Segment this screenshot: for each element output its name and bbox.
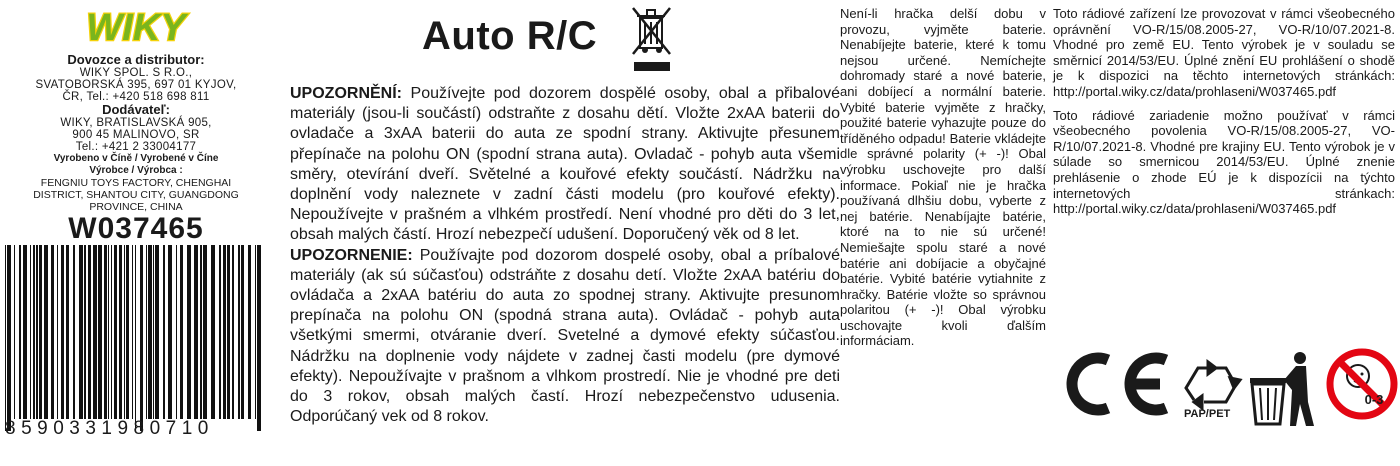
importer-address: SVATOBORSKÁ 395, 697 01 KYJOV, — [35, 79, 237, 91]
importer-address2: ČR, Tel.: +420 518 698 811 — [62, 91, 210, 103]
warning-sk — [290, 246, 840, 428]
ean-number: 8590331980710 — [5, 418, 214, 439]
importer-heading: Dovozce a distributor: — [67, 52, 205, 67]
importer-column — [0, 0, 272, 439]
brand-text: WIKY — [86, 7, 186, 48]
manufacturer-line1: FENGNIU TOYS FACTORY, CHENGHAI — [40, 177, 232, 189]
age-warning-icon — [1330, 352, 1394, 416]
supplier-address: 900 45 MALINOVO, SR — [72, 129, 200, 141]
warning-cz-text: Používejte pod dozorem dospělé osoby, obal a přibalové materiály (jsou-li součástí) odstraňte z dosahu dětí. Vložte 2xAA baterii do ovladače a 3xAA baterii do auta ze spodní strany. Aktivujte přesunem přepínače na polohu ON (spodní strana auta). Ovladač - pohyb auta všemi směry, otevírání dveří. Světelné a kouřové efekty součástí. Nádržku na doplnění vody naleznete v zadní části modelu (pro kouřové efekty). Nepoužívejte v prašném a vlhkém prostředí. Není vhodné pro děti do 3 let, obsah malých částí. Hrozí nebezpečí udušení. Doporučený věk od 8 let. — [290, 85, 840, 244]
barcode — [5, 245, 267, 439]
recycle-pap-pet-icon — [1186, 362, 1240, 408]
product-code: W037465 — [68, 212, 204, 245]
product-title: Auto R/C — [422, 14, 598, 58]
warning-sk-text: Používajte pod dozorom dospelé osoby, obal a príbalové materiály (ak sú súčasťou) odstráňte z dosahu detí. Vložte 2xAA batériu do ovládača a 2xAA batériu do auta zo spodnej strany. Aktivujte presunom prepínača na polohu ON (spodná strana auta). Ovládač - pohyb auta všetkými smermi, otváranie dverí. Svetelné a dymové efekty súčasťou. Nádržku na doplnenie vody nájdete v zadnej časti modelu (pre dymové efekty). Nepoužívajte v prašnom a vlhkom prostredí. Nie je vhodné pre deti do 3 rokov, obsah malých častí. Hrozí nebezpečenstvo udusenia. Odporúčaný vek od 8 rokov. — [290, 246, 840, 426]
wiky-logo — [76, 4, 196, 48]
manufacturer-heading: Výrobce / Výrobca : — [89, 165, 183, 176]
warning-sk-label: UPOZORNENIE: — [290, 246, 413, 264]
warning-cz-label: UPOZORNĚNÍ: — [290, 85, 402, 102]
age-label: 0-3 — [1364, 392, 1384, 407]
declaration-cz: Toto rádiové zařízení lze provozovat v rámci všeobecného oprávnění VO-R/15/08.2005-27, VO-R/10/07.2021-8. Vhodné pro země EU. Tento výrobek je v souladu se směrnicí 2014/53/EU. Úplné znění EU prohlášení o shodě je k dispozici na těchto internetových stránkách: http://portal.wiky.cz/data/prohlaseni/W037465.pdf — [1053, 6, 1395, 99]
made-in: Vyrobeno v Číně / Vyrobené v Číne — [53, 153, 219, 164]
warning-column — [288, 0, 840, 427]
declaration-sk: Toto rádiové zariadenie možno používať v rámci všeobecného povolenia VO-R/15/08.2005-27, VO-R/10/07.2021-8. Vhodné pre krajiny EU. Tento výrobok je v súlade so smernicou 2014/53/EU. Úplné znenie prehlásenie o zhode EÚ je k dispozícii na týchto internetových stránkach: http://portal.wiky.cz/data/prohlaseni/W037465.pdf — [1053, 107, 1395, 217]
ce-mark-icon — [1072, 358, 1166, 410]
manufacturer-line3: PROVINCE, CHINA — [89, 201, 183, 213]
barcode-bars — [5, 245, 267, 419]
supplier-tel: Tel.: +421 2 33004177 — [75, 141, 197, 153]
barcode-bar — [261, 245, 264, 419]
manufacturer-line2: DISTRICT, SHANTOU CITY, GUANGDONG — [33, 189, 239, 201]
recycle-label: PAP/PET — [1184, 408, 1231, 420]
declaration-column — [1053, 6, 1395, 225]
supplier-heading: Dodávateľ: — [102, 102, 170, 117]
tidyman-icon — [1250, 352, 1314, 426]
warning-cz — [290, 84, 840, 246]
supplier-company: WIKY, BRATISLAVSKÁ 905, — [60, 117, 212, 129]
weee-crossed-bin-icon — [628, 4, 676, 78]
battery-text: Není-li hračka delší dobu v provozu, vyjměte baterie. Nenabíjejte baterie, které k tomu nejsou určené. Nemíchejte dohromady staré a nové baterie, ani dobíjecí a normální baterie. Vybité baterie vyjměte z hračky, použité baterie vyhazujte pouze do tříděného odpadu! Baterie vkládejte dle správné polarity (+ -)! Obal výrobku uschovejte pro další informace. Pokiaľ nie je hračka používaná dlhšiu dobu, vyberte z nej batérie. Nenabíjajte batérie, ktoré na to nie sú určené! Nemiešajte spolu staré a nové batérie ani dobíjacie a obyčajné batérie. Vybité batérie vytiahnite z hračky. Batérie vložte so správnou polaritou (+ -)! Obal výrobku uschovajte kvoli ďalším informáciam. — [840, 6, 1046, 349]
certification-icons — [1062, 342, 1400, 432]
importer-company: WIKY SPOL. S R.O., — [79, 67, 193, 79]
